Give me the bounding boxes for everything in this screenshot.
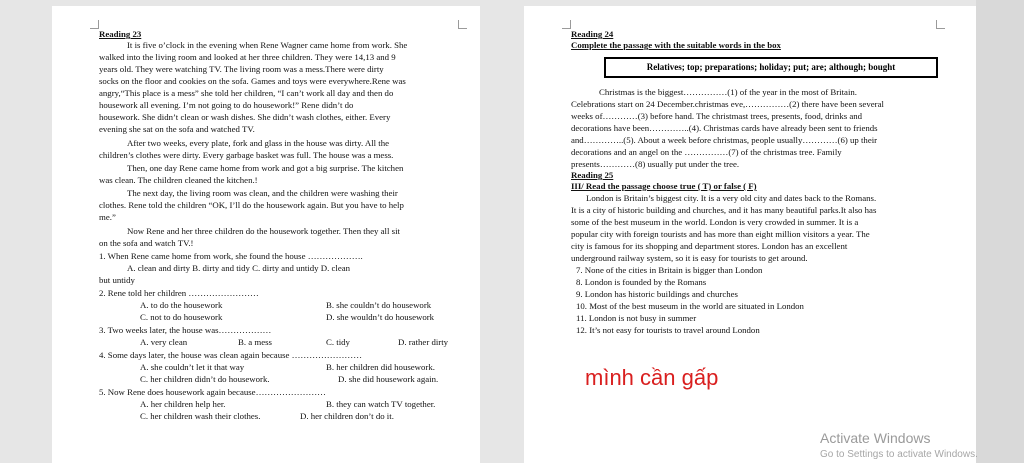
passage-line: The next day, the living room was clean, and the children were washing their — [127, 188, 398, 198]
scrollbar[interactable] — [976, 0, 1024, 463]
answer-option: B. her children did housework. — [326, 362, 435, 372]
document-page-left — [52, 6, 480, 463]
answer-option: D. her children don’t do it. — [300, 411, 394, 421]
passage-line: London is Britain’s biggest city. It is a very old city and dates back to the Romans. — [586, 193, 877, 203]
passage-line: children’s clothes were dirty. Every garbage basket was full. The house was a mess. — [99, 150, 394, 160]
question: 5. Now Rene does housework again because…………………… — [99, 387, 326, 397]
passage-line: walked into the living room and looked at her three children. They were 14,13 and 9 — [99, 52, 396, 62]
passage-line: clothes. Rene told the children “OK, I’ll do the housework again. But you have to help — [99, 200, 404, 210]
statement: 10. Most of the best museum in the world are situated in London — [576, 301, 804, 311]
passage-line: on the sofa and watch TV.! — [99, 238, 194, 248]
passage-line: Christmas is the biggest……………(1) of the year in the most of Britain. — [599, 87, 858, 97]
passage-line: Celebrations start on 24 December.christmas eve,……………(2) there have been several — [571, 99, 884, 109]
passage-line: housework all evening. I’m not going to do housework!” Rene didn’t do — [99, 100, 354, 110]
margin-mark — [562, 20, 571, 29]
passage-line: popular city with foreign tourists and has more than eight million visitors a year. The — [571, 229, 870, 239]
answer-option: C. her children didn’t do housework. — [140, 374, 270, 384]
statement: 8. London is founded by the Romans — [576, 277, 707, 287]
question: 4. Some days later, the house was clean again because …………………… — [99, 350, 362, 360]
passage-line: angry,“This place is a mess” she told her children, “I can’t work all day and then do — [99, 88, 394, 98]
passage-line: evening she sat on the sofa and watched TV. — [99, 124, 255, 134]
margin-mark — [90, 20, 99, 29]
passage-line: Then, one day Rene came home from work and got a big surprise. The kitchen — [127, 163, 404, 173]
passage-line: It is five o’clock in the evening when Rene Wagner came home from work. She — [127, 40, 408, 50]
answer-option: B. they can watch TV together. — [326, 399, 436, 409]
passage-line: weeks of…………(3) before hand. The christmast trees, presents, food, drinks and — [571, 111, 863, 121]
answer-option: A. to do the housework — [140, 300, 223, 310]
reading-25-instruction: III/ Read the passage choose true ( T) or false ( F) — [571, 181, 757, 191]
question: 2. Rene told her children …………………… — [99, 288, 259, 298]
reading-24-instruction: Complete the passage with the suitable words in the box — [571, 40, 781, 50]
passage-line: presents…………(8) usually put under the tree. — [571, 159, 740, 169]
answer-option: D. she wouldn’t do housework — [326, 312, 435, 322]
statement: 12. It’s not easy for tourists to travel around London — [576, 325, 760, 335]
passage-line: underground railway system, so it is easy for tourists to get around. — [571, 253, 808, 263]
answer-option: B. a mess — [238, 337, 272, 347]
passage-line: years old. They were watching TV. The living room was a mess.There were dirty — [99, 64, 384, 74]
answer-option: C. not to do housework — [140, 312, 223, 322]
reading-24-title: Reading 24 — [571, 29, 614, 39]
reading-25-title: Reading 25 — [571, 170, 614, 180]
margin-mark — [936, 20, 945, 29]
question: 3. Two weeks later, the house was……………… — [99, 325, 272, 335]
statement: 7. None of the cities in Britain is bigger than London — [576, 265, 763, 275]
activate-windows-watermark: Activate Windows — [820, 430, 931, 446]
answer-option: B. she couldn’t do housework — [326, 300, 432, 310]
passage-line: city is famous for its shopping and department stores. London has an excellent — [571, 241, 848, 251]
passage-line: me.” — [99, 212, 116, 222]
answer-option: C. tidy — [326, 337, 350, 347]
question: 1. When Rene came home from work, she found the house ………………. — [99, 251, 363, 261]
reading-23-title: Reading 23 — [99, 29, 142, 39]
answer-options: A. clean and dirty B. dirty and tidy C. dirty and untidy D. clean — [127, 263, 351, 273]
answer-option: A. she couldn’t let it that way — [140, 362, 245, 372]
document-page-right — [524, 6, 976, 463]
passage-line: It is a city of historic building and churches, and it has many beautiful parks.It also has — [571, 205, 877, 215]
statement: 11. London is not busy in summer — [576, 313, 697, 323]
word-box: Relatives; top; preparations; holiday; put; are; although; bought — [604, 57, 938, 78]
margin-mark — [458, 20, 467, 29]
passage-line: Now Rene and her three children do the housework together. Then they all sit — [127, 226, 400, 236]
answer-option: D. rather dirty — [398, 337, 449, 347]
passage-line: housework. She didn’t clean or wash dishes. She didn’t wash clothes, either. Every — [99, 112, 391, 122]
passage-line: and…………..(5). About a week before christmas, people usually…………(6) up their — [571, 135, 878, 145]
statement: 9. London has historic buildings and churches — [576, 289, 738, 299]
activate-windows-hint: Go to Settings to activate Windows. — [820, 449, 978, 460]
handwritten-request: mình cần gấp — [585, 365, 719, 390]
passage-line: was clean. The children cleaned the kitchen.! — [99, 175, 258, 185]
passage-line: After two weeks, every plate, fork and glass in the house was dirty. All the — [127, 138, 390, 148]
passage-line: decorations have been…………..(4). Christmas cards have already been sent to friends — [571, 123, 878, 133]
answer-option: D. she did housework again. — [338, 374, 439, 384]
answer-option: A. her children help her. — [140, 399, 226, 409]
answer-option: A. very clean — [140, 337, 188, 347]
answer-options: but untidy — [99, 275, 135, 285]
passage-line: decorations and an angel on the ……………(7) of the christmas tree. Family — [571, 147, 842, 157]
passage-line: some of the best museum in the world. London is very crowded in summer. It is a — [571, 217, 859, 227]
answer-option: C. her children wash their clothes. — [140, 411, 261, 421]
passage-line: socks on the floor and cookies on the sofa. Games and toys were everywhere.Rene was — [99, 76, 406, 86]
